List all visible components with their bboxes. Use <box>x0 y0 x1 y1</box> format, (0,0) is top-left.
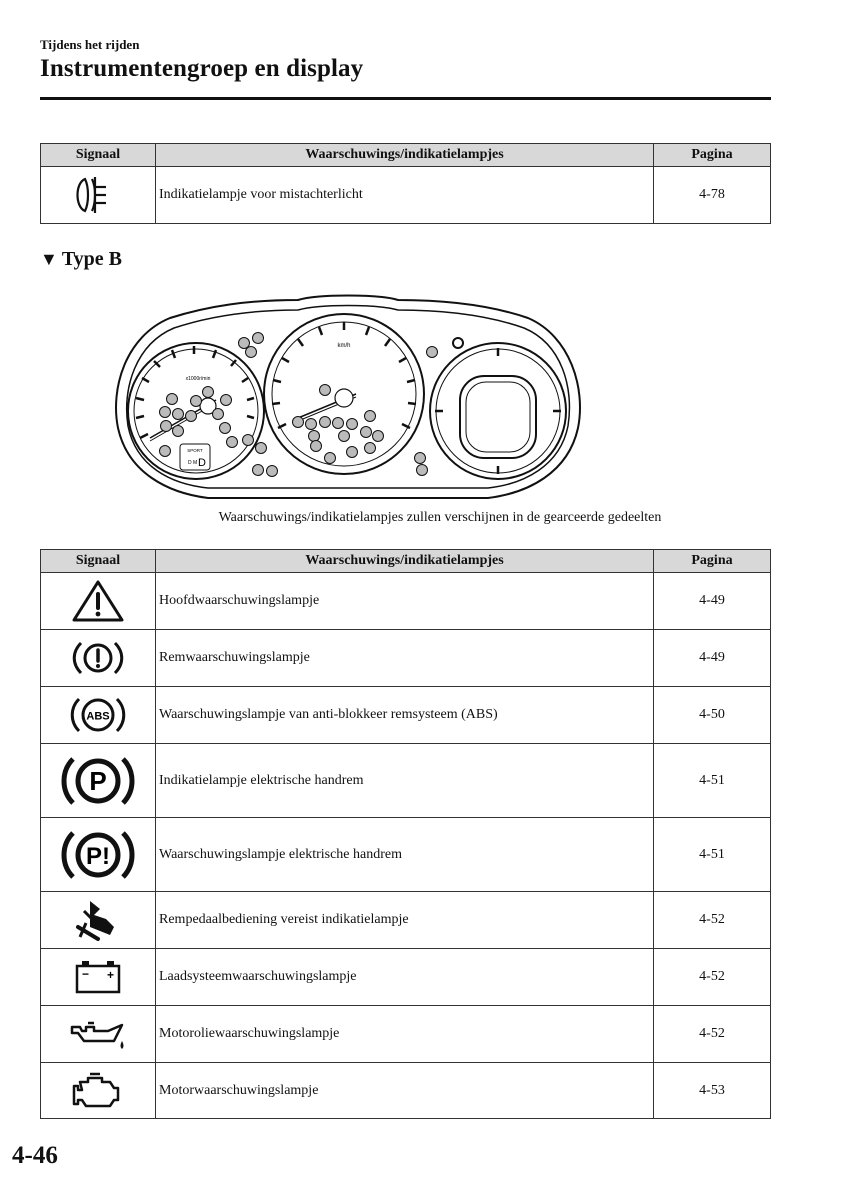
table-row <box>41 892 771 949</box>
table-row <box>41 630 771 687</box>
page-reference: 4-52 <box>654 1006 771 1063</box>
type-b-heading <box>40 248 122 271</box>
table-row <box>41 687 771 744</box>
signal-cell <box>41 1006 156 1063</box>
section-label: Tijdens het rijden <box>40 37 140 52</box>
electric-parking-brake-warning-icon <box>60 825 136 885</box>
col-header-signal: Signaal <box>41 144 156 167</box>
page-reference: 4-51 <box>654 744 771 818</box>
brake-pedal-operation-icon <box>70 897 126 943</box>
page-reference: 4-52 <box>654 892 771 949</box>
triangle-bullet-icon: ▼ <box>40 249 58 269</box>
warning-lamp-table-2 <box>40 549 771 1119</box>
col-header-page: Pagina <box>654 144 771 167</box>
table-row <box>41 573 771 630</box>
table-row <box>41 818 771 892</box>
signal-cell <box>41 744 156 818</box>
signal-cell <box>41 1063 156 1119</box>
table-header-row <box>41 144 771 167</box>
page-reference: 4-51 <box>654 818 771 892</box>
page-reference: 4-52 <box>654 949 771 1006</box>
page-number: 4-46 <box>12 1142 58 1169</box>
sport-mode-label: SPORT <box>187 448 203 453</box>
battery-charging-icon <box>70 954 126 1000</box>
electric-parking-brake-icon <box>60 751 136 811</box>
table-row <box>41 744 771 818</box>
col-header-signal: Signaal <box>41 550 156 573</box>
signal-cell <box>41 573 156 630</box>
check-engine-icon <box>68 1068 128 1114</box>
brake-warning-icon <box>70 635 126 681</box>
gear-indicator: D <box>198 457 206 469</box>
gear-letters: D M <box>188 460 198 466</box>
page-reference: 4-78 <box>654 167 771 224</box>
battery-minus-text: − <box>81 967 90 981</box>
engine-oil-icon <box>68 1011 128 1057</box>
signal-cell <box>41 167 156 224</box>
abs-icon-text: ABS <box>86 710 110 723</box>
abs-warning-icon <box>70 692 126 738</box>
lamp-description: Waarschuwingslampje elektrische handrem <box>156 818 654 892</box>
page-reference: 4-49 <box>654 630 771 687</box>
title-divider <box>40 97 771 100</box>
lamp-description: Motoroliewaarschuwingslampje <box>156 1006 654 1063</box>
master-warning-icon <box>70 578 126 624</box>
page-reference: 4-49 <box>654 573 771 630</box>
table-row <box>41 1063 771 1119</box>
page-title: Instrumentengroep en display <box>40 55 364 82</box>
lamp-description: Laadsysteemwaarschuwingslampje <box>156 949 654 1006</box>
lamp-description: Motorwaarschuwingslampje <box>156 1063 654 1119</box>
lamp-description: Indikatielampje elektrische handrem <box>156 744 654 818</box>
signal-cell <box>41 892 156 949</box>
parking-warning-icon-text: P! <box>86 842 110 870</box>
instrument-cluster-illustration <box>108 288 588 508</box>
signal-cell <box>41 687 156 744</box>
lamp-description: Waarschuwingslampje van anti-blokkeer remsysteem (ABS) <box>156 687 654 744</box>
lamp-description: Hoofdwaarschuwingslampje <box>156 573 654 630</box>
signal-cell <box>41 949 156 1006</box>
parking-icon-text: P <box>89 765 107 796</box>
warning-lamp-table-1 <box>40 143 771 224</box>
lamp-description: Indikatielampje voor mistachterlicht <box>156 167 654 224</box>
col-header-lamps: Waarschuwings/indikatielampjes <box>156 550 654 573</box>
page-reference: 4-50 <box>654 687 771 744</box>
signal-cell <box>41 818 156 892</box>
speed-unit-label: km/h <box>337 343 351 349</box>
table-row <box>41 167 771 224</box>
cluster-caption: Waarschuwings/indikatielampjes zullen verschijnen in de gearceerde gedeelten <box>218 510 662 525</box>
table-row <box>41 949 771 1006</box>
lamp-description: Rempedaalbediening vereist indikatielampje <box>156 892 654 949</box>
lamp-description: Remwaarschuwingslampje <box>156 630 654 687</box>
col-header-lamps: Waarschuwings/indikatielampjes <box>156 144 654 167</box>
signal-cell <box>41 630 156 687</box>
table-row <box>41 1006 771 1063</box>
rear-fog-light-icon <box>73 173 123 217</box>
rpm-unit-label: x1000r/min <box>185 376 211 382</box>
table-header-row <box>41 550 771 573</box>
type-b-heading-text: Type B <box>61 248 123 270</box>
page-reference: 4-53 <box>654 1063 771 1119</box>
col-header-page: Pagina <box>654 550 771 573</box>
battery-plus-text: + <box>106 968 115 982</box>
